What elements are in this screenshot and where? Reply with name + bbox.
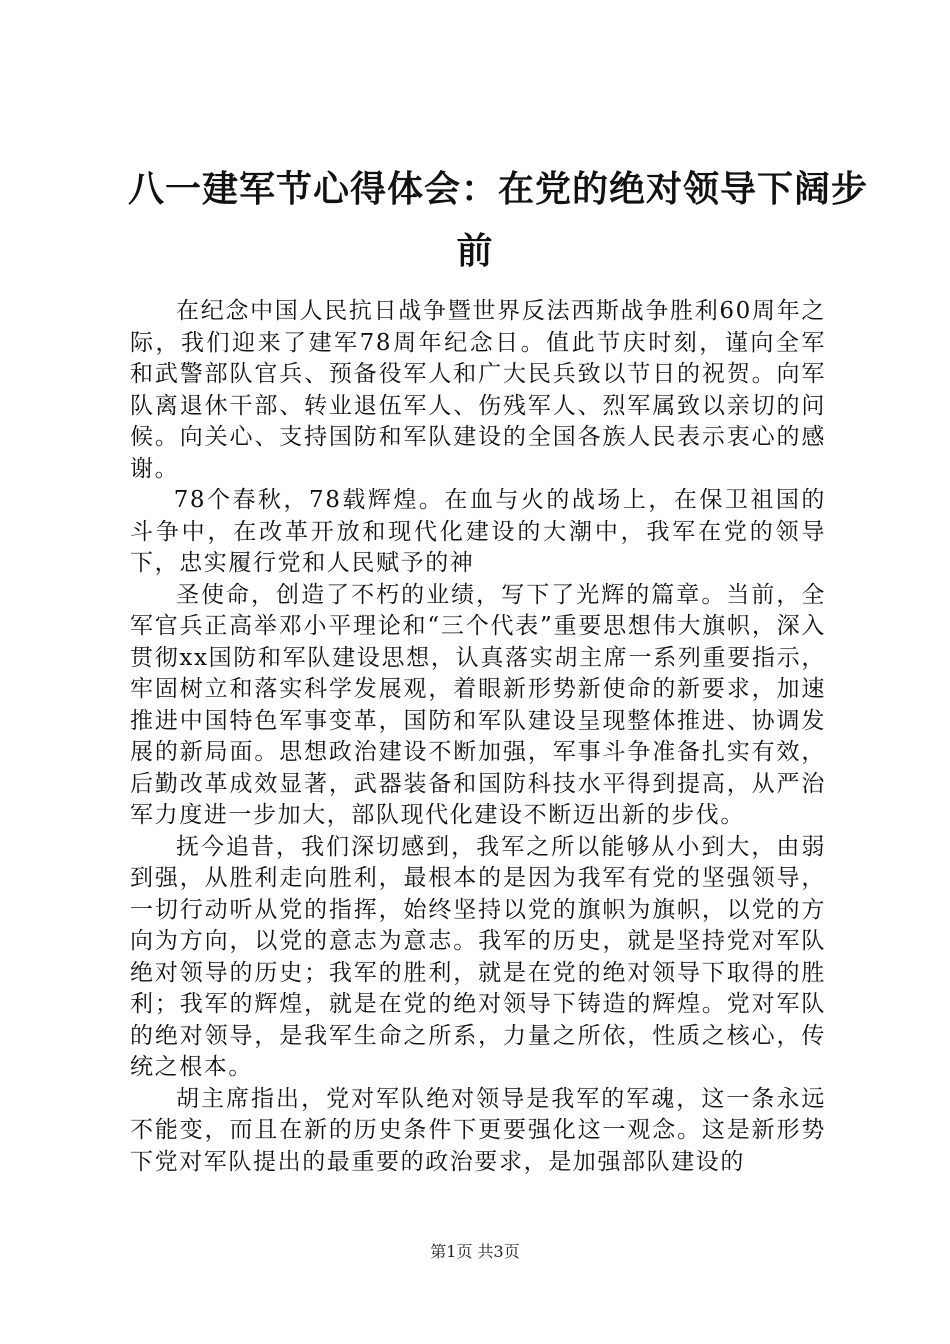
document-body bbox=[130, 296, 826, 1178]
paragraph-2: 78个春秋，78载辉煌。在血与火的战场上，在保卫祖国的斗争中，在改革开放和现代化建设的大潮中，我军在党的领导下，忠实履行党和人民赋予的神 bbox=[130, 487, 826, 576]
page-footer bbox=[0, 1242, 950, 1262]
title-line-2: 前 bbox=[456, 230, 494, 272]
paragraph-3: 圣使命，创造了不朽的业绩，写下了光辉的篇章。当前，全军官兵正高举邓小平理论和“三个代表”重要思想伟大旗帜，深入贯彻xx国防和军队建设思想，认真落实胡主席一系列重要指示，牢固树立和落实科学发展观，着眼新形势新使命的新要求，加速推进中国特色军事变革，国防和军队建设呈现整体推进、协调发展的新局面。思想政治建设不断加强，军事斗争准备扎实有效，后勤改革成效显著，武器装备和国防科技水平得到提高，从严治军力度进一步加大，部队现代化建设不断迈出新的步伐。 bbox=[130, 581, 826, 828]
document-title bbox=[128, 158, 869, 282]
page-number: 第1页 共3页 bbox=[430, 1242, 520, 1261]
paragraph-4: 抚今追昔，我们深切感到，我军之所以能够从小到大，由弱到强，从胜利走向胜利，最根本的是因为我军有党的坚强领导，一切行动听从党的指挥，始终坚持以党的旗帜为旗帜，以党的方向为方向，以党的意志为意志。我军的历史，就是坚持党对军队绝对领导的历史；我军的胜利，就是在党的绝对领导下取得的胜利；我军的辉煌，就是在党的绝对领导下铸造的辉煌。党对军队的绝对领导，是我军生命之所系，力量之所依，性质之核心，传统之根本。 bbox=[130, 833, 826, 1080]
paragraph-1: 在纪念中国人民抗日战争暨世界反法西斯战争胜利60周年之际，我们迎来了建军78周年纪念日。值此节庆时刻，谨向全军和武警部队官兵、预备役军人和广大民兵致以节日的祝贺。向军队离退休干部、转业退伍军人、伤残军人、烈军属致以亲切的问候。向关心、支持国防和军队建设的全国各族人民表示衷心的感谢。 bbox=[130, 298, 826, 482]
paragraph-5: 胡主席指出，党对军队绝对领导是我军的军魂，这一条永远不能变，而且在新的历史条件下更要强化这一观念。这是新形势下党对军队提出的最重要的政治要求，是加强部队建设的 bbox=[130, 1085, 826, 1175]
title-line-1: 八一建军节心得体会：在党的绝对领导下阔步 bbox=[128, 168, 869, 210]
